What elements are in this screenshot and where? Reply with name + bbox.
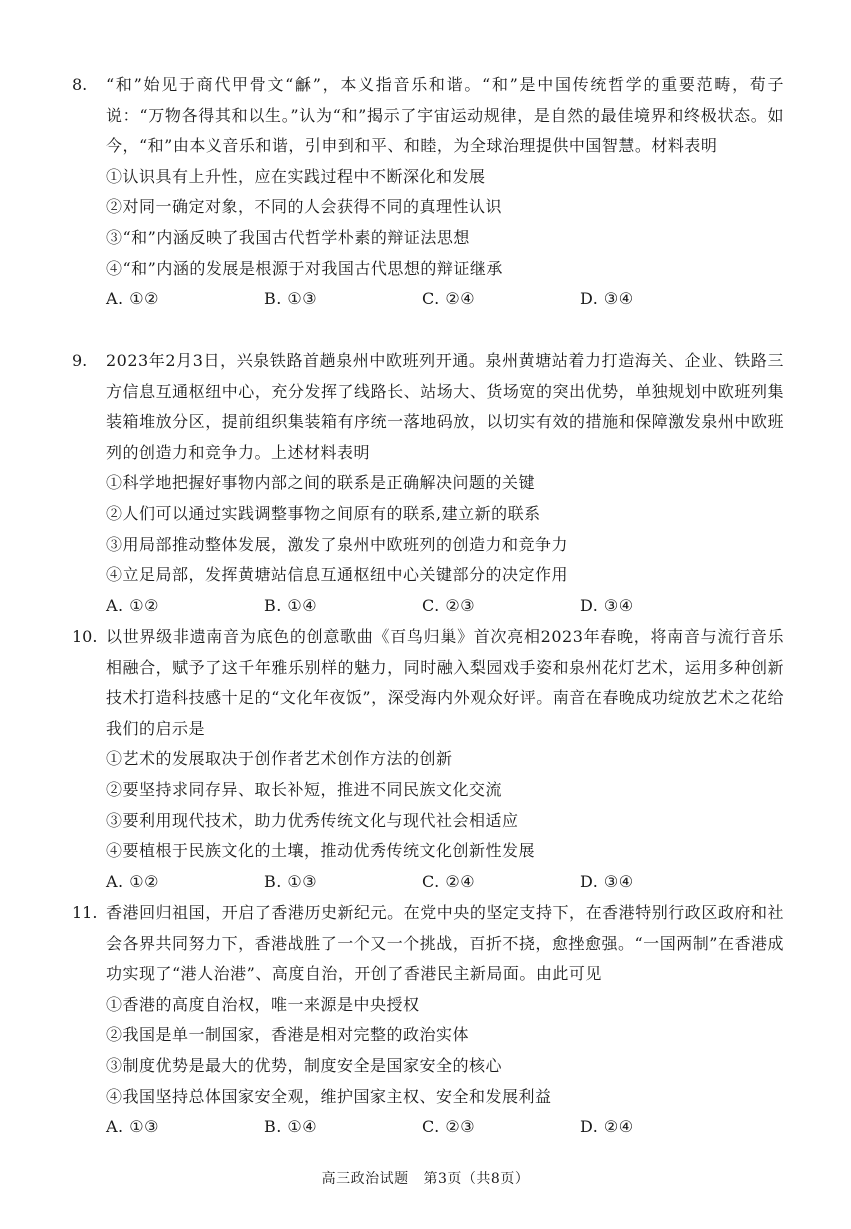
statement: ②要坚持求同存异、取长补短，推进不同民族文化交流 [106, 779, 503, 799]
statement: ④立足局部，发挥黄塘站信息互通枢纽中心关键部分的决定作用 [106, 565, 569, 585]
choice-b[interactable]: B. ①③ [264, 871, 318, 891]
statement: ①香港的高度自治权，唯一来源是中央授权 [106, 994, 420, 1014]
answer-choices [106, 284, 784, 315]
choice-c[interactable]: C. ②③ [422, 595, 476, 615]
statement: ③“和”内涵反映了我国古代哲学朴素的辩证法思想 [106, 227, 470, 247]
choice-d[interactable]: D. ③④ [580, 289, 634, 309]
statement: ④我国坚持总体国家安全观，维护国家主权、安全和发展利益 [106, 1086, 552, 1106]
question-body [106, 346, 784, 621]
choice-b[interactable]: B. ①③ [264, 289, 318, 309]
question-number: 10. [72, 627, 98, 646]
choice-c[interactable]: C. ②③ [422, 1117, 476, 1137]
statement: ②人们可以通过实践调整事物之间原有的联系,建立新的联系 [106, 503, 541, 523]
statement: ②我国是单一制国家，香港是相对完整的政治实体 [106, 1025, 470, 1045]
statement: ②对同一确定对象，不同的人会获得不同的真理性认识 [106, 197, 503, 217]
statement: ③要利用现代技术，助力优秀传统文化与现代社会相适应 [106, 810, 519, 830]
question-stem: 以世界级非遗南音为底色的创意歌曲《百鸟归巢》首次亮相2023年春晚，将南音与流行音乐相融合，赋予了这千年雅乐别样的魅力，同时融入梨园戏手姿和泉州花灯艺术，运用多种创新技术打造科技感十足的“文化年夜饭”，深受海内外观众好评。南音在春晚成功绽放艺术之花给我们的启示是 [106, 627, 784, 738]
statement: ④“和”内涵的发展是根源于对我国古代思想的辩证继承 [106, 258, 503, 278]
question-stem: 2023年2月3日，兴泉铁路首趟泉州中欧班列开通。泉州黄塘站着力打造海关、企业、铁路三方信息互通枢纽中心，充分发挥了线路长、站场大、货场宽的突出优势，单独规划中欧班列集装箱堆放分区，提前组织集装箱有序统一落地码放，以切实有效的措施和保障激发泉州中欧班列的创造力和竞争力。上述材料表明 [106, 351, 784, 462]
statement: ③制度优势是最大的优势，制度安全是国家安全的核心 [106, 1055, 503, 1075]
choice-d[interactable]: D. ③④ [580, 595, 634, 615]
question-body [106, 622, 784, 897]
statement: ①艺术的发展取决于创作者艺术创作方法的创新 [106, 749, 453, 769]
answer-choices [106, 867, 784, 898]
answer-choices [106, 591, 784, 622]
question-number: 8. [72, 75, 88, 94]
question-stem: “和”始见于商代甲骨文“龢”，本义指音乐和谐。“和”是中国传统哲学的重要范畴，荀子说：“万物各得其和以生。”认为“和”揭示了宇宙运动规律，是自然的最佳境界和终极状态。如今，“和”由本义音乐和谐，引申到和平、和睦，为全球治理提供中国智慧。材料表明 [106, 75, 784, 156]
statement: ①认识具有上升性，应在实践过程中不断深化和发展 [106, 166, 486, 186]
choice-b[interactable]: B. ①④ [264, 1117, 318, 1137]
question-number: 11. [72, 903, 98, 922]
choice-a[interactable]: A. ①② [106, 595, 159, 615]
question-8 [72, 70, 784, 315]
statement: ④要植根于民族文化的土壤，推动优秀传统文化创新性发展 [106, 841, 536, 861]
choice-a[interactable]: A. ①② [106, 871, 159, 891]
choice-a[interactable]: A. ①③ [106, 1117, 159, 1137]
statement: ①科学地把握好事物内部之间的联系是正确解决问题的关键 [106, 473, 536, 493]
choice-b[interactable]: B. ①④ [264, 595, 318, 615]
statement: ③用局部推动整体发展，激发了泉州中欧班列的创造力和竞争力 [106, 534, 569, 554]
page-footer: 高三政治试题 第3页（共8页） [321, 1171, 530, 1187]
question-10 [72, 622, 784, 897]
choice-c[interactable]: C. ②④ [422, 871, 476, 891]
question-11 [72, 898, 784, 1143]
question-body [106, 70, 784, 315]
question-number: 9. [72, 351, 88, 370]
choice-d[interactable]: D. ②④ [580, 1117, 634, 1137]
question-stem: 香港回归祖国，开启了香港历史新纪元。在党中央的坚定支持下，在香港特别行政区政府和社会各界共同努力下，香港战胜了一个又一个挑战，百折不挠，愈挫愈强。“一国两制”在香港成功实现了“港人治港”、高度自治，开创了香港民主新局面。由此可见 [106, 903, 784, 984]
choice-c[interactable]: C. ②④ [422, 289, 476, 309]
choice-a[interactable]: A. ①② [106, 289, 159, 309]
question-9 [72, 346, 784, 621]
question-body [106, 898, 784, 1143]
answer-choices [106, 1112, 784, 1143]
choice-d[interactable]: D. ③④ [580, 871, 634, 891]
